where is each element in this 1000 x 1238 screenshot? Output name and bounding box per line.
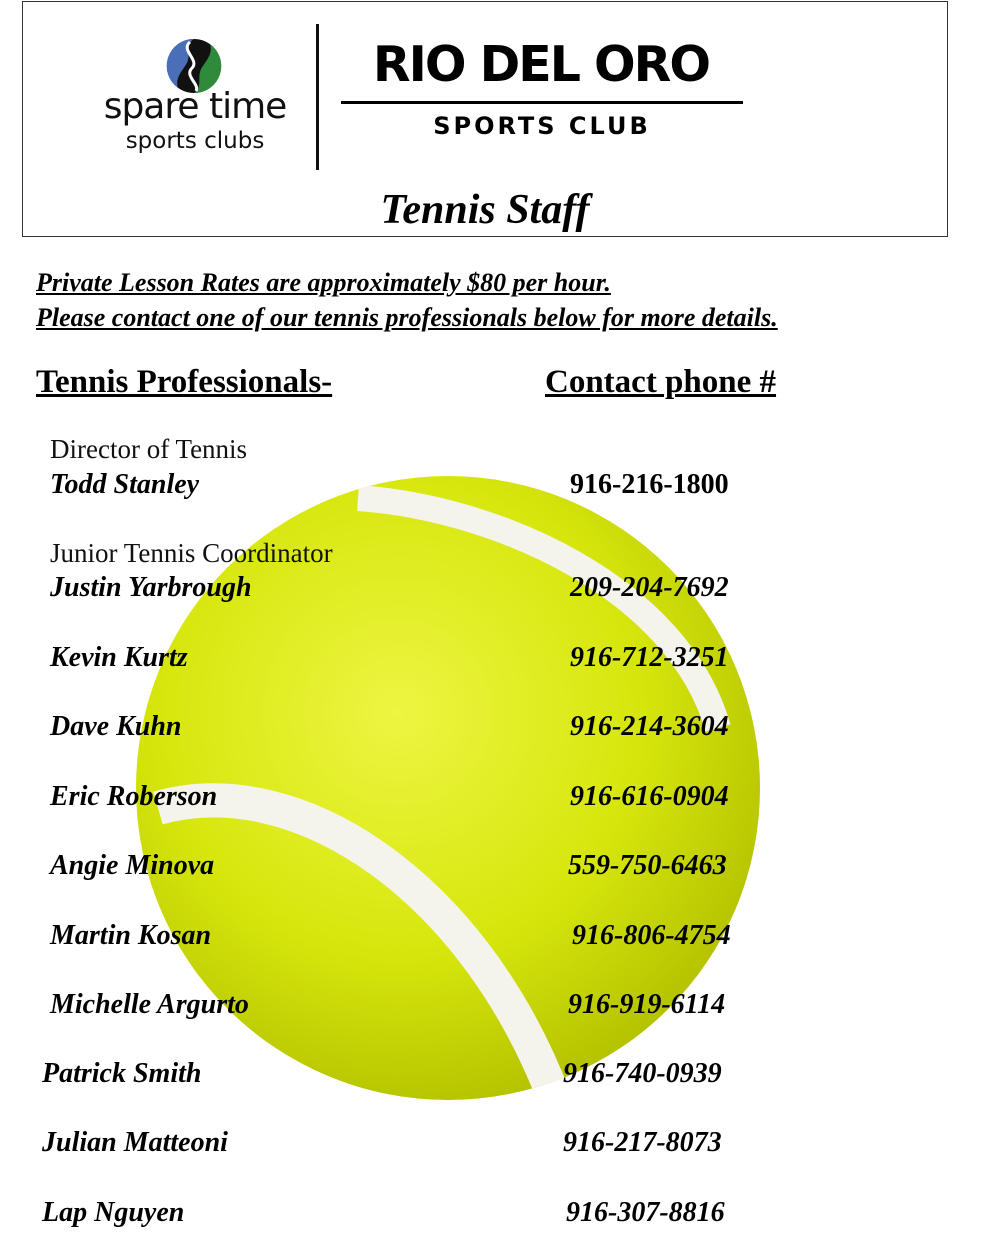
staff-role: Junior Tennis Coordinator bbox=[50, 538, 333, 568]
staff-role: Director of Tennis bbox=[50, 434, 248, 464]
staff-name: Eric Roberson bbox=[50, 781, 218, 812]
phone-column-header: Contact phone # bbox=[545, 364, 777, 400]
staff-phone: 916-217-8073 bbox=[563, 1127, 722, 1158]
staff-name: Todd Stanley bbox=[50, 469, 200, 500]
pros-column-header: Tennis Professionals- bbox=[36, 364, 333, 400]
staff-name: Justin Yarbrough bbox=[50, 572, 252, 603]
staff-phone: 209-204-7692 bbox=[570, 572, 729, 603]
staff-phone: 916-740-0939 bbox=[563, 1058, 722, 1089]
staff-phone: 559-750-6463 bbox=[568, 850, 727, 881]
club-name-rule bbox=[341, 101, 743, 104]
staff-name: Dave Kuhn bbox=[50, 711, 182, 742]
staff-name: Angie Minova bbox=[50, 850, 215, 881]
page-title: Tennis Staff bbox=[380, 187, 590, 233]
staff-phone: 916-806-4754 bbox=[572, 920, 731, 951]
rates-line-2: Please contact one of our tennis professionals below for more details. bbox=[36, 303, 778, 332]
brand-name: spare time bbox=[103, 86, 287, 127]
staff-name: Julian Matteoni bbox=[42, 1127, 228, 1158]
staff-name: Michelle Argurto bbox=[50, 989, 249, 1020]
rates-line-1: Private Lesson Rates are approximately $80 per hour. bbox=[36, 268, 611, 297]
club-name: RIO DEL ORO bbox=[372, 36, 710, 93]
brand-tagline: sports clubs bbox=[125, 128, 265, 154]
staff-phone: 916-616-0904 bbox=[570, 781, 729, 812]
staff-name: Patrick Smith bbox=[42, 1058, 202, 1089]
header-divider bbox=[316, 24, 319, 170]
club-subtitle: SPORTS CLUB bbox=[433, 112, 651, 140]
staff-phone: 916-214-3604 bbox=[570, 711, 729, 742]
staff-name: Martin Kosan bbox=[50, 920, 212, 951]
lesson-rates bbox=[36, 265, 778, 335]
staff-name: Kevin Kurtz bbox=[50, 642, 188, 673]
staff-name: Lap Nguyen bbox=[42, 1197, 185, 1228]
header-box bbox=[22, 1, 948, 237]
staff-phone: 916-712-3251 bbox=[570, 642, 729, 673]
staff-phone: 916-216-1800 bbox=[570, 469, 729, 500]
staff-phone: 916-307-8816 bbox=[566, 1197, 725, 1228]
staff-phone: 916-919-6114 bbox=[568, 989, 726, 1020]
